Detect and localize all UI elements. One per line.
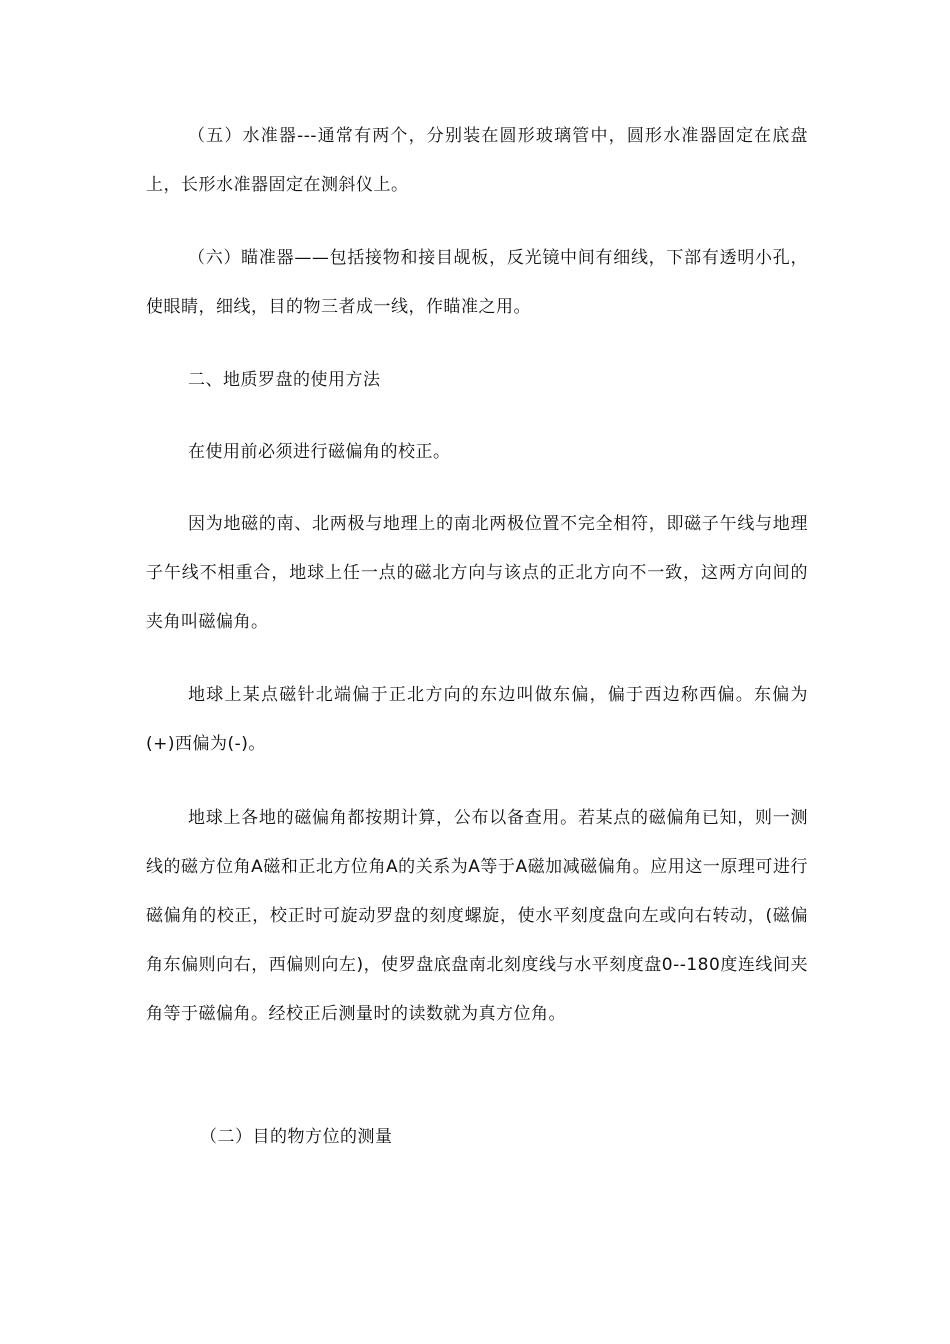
subsection-heading-azimuth: （二）目的物方位的测量 <box>200 1127 393 1147</box>
paragraph-declination-intro: 在使用前必须进行磁偏角的校正。 <box>188 442 451 462</box>
section-heading-usage: 二、地质罗盘的使用方法 <box>188 370 381 390</box>
paragraph-correction-method: 地球上各地的磁偏角都按期计算，公布以备查用。若某点的磁偏角已知，则一测线的磁方位角A磁和正北方位角A的关系为A等于A磁加减磁偏角。应用这一原理可进行磁偏角的校正，校正时可旋动罗盘的刻度螺旋，使水平刻度盘向左或向右转动，(磁偏角东偏则向右，西偏则向左)，使罗盘底盘南北刻度线与水平刻度盘0--180度连线间夹角等于磁偏角。经校正后测量时的读数就为真方位角。 <box>146 808 808 1024</box>
paragraph-declination-definition: 因为地磁的南、北两极与地理上的南北两极位置不完全相符，即磁子午线与地理子午线不相重合，地球上任一点的磁北方向与该点的正北方向不一致，这两方向间的夹角叫磁偏角。 <box>146 514 808 632</box>
paragraph-level-vial: （五）水准器---通常有两个，分别装在圆形玻璃管中，圆形水准器固定在底盘上，长形水准器固定在测斜仪上。 <box>146 126 808 195</box>
paragraph-east-west-deviation: 地球上某点磁针北端偏于正北方向的东边叫做东偏，偏于西边称西偏。东偏为(+)西偏为(-)。 <box>146 685 808 754</box>
paragraph-sight: （六）瞄准器——包括接物和接目觇板，反光镜中间有细线，下部有透明小孔，使眼睛，细线，目的物三者成一线，作瞄准之用。 <box>146 248 808 317</box>
